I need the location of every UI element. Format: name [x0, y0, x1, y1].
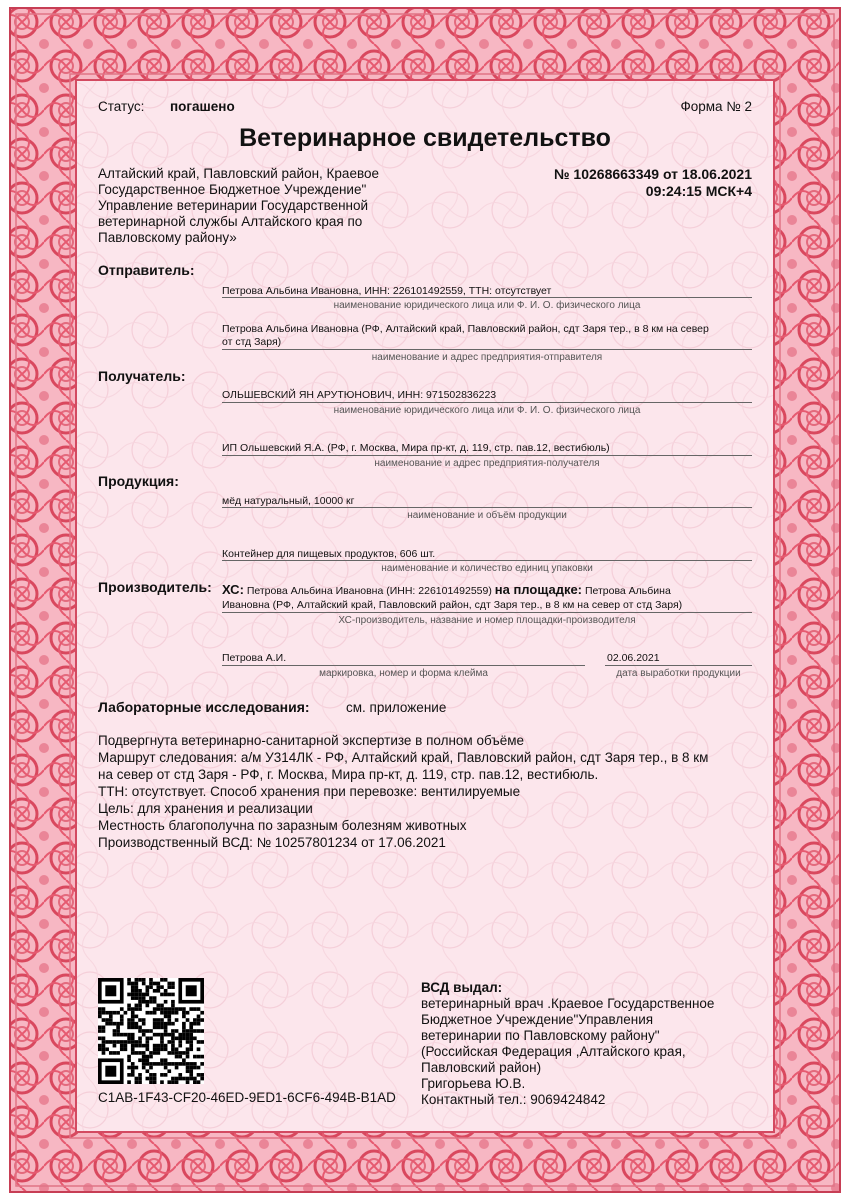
- issued-by-label: ВСД выдал:: [421, 980, 503, 995]
- product-package-caption: наименование и количество единиц упаковки: [381, 563, 593, 574]
- producer-caption: ХС-производитель, название и номер площадки-производителя: [338, 615, 636, 626]
- field-line: [222, 507, 752, 508]
- producer-site-label: на площадке:: [494, 582, 583, 597]
- producer-date-caption: дата выработки продукции: [616, 668, 741, 679]
- producer-marking-caption: маркировка, номер и форма клейма: [319, 668, 488, 679]
- issuer-line: Государственное Бюджетное Учреждение": [98, 182, 367, 197]
- issued-by-line: (Российская Федерация ,Алтайского края,: [421, 1044, 686, 1059]
- sender-address: [222, 323, 752, 349]
- recipient-address-caption: наименование и адрес предприятия-получателя: [374, 458, 600, 469]
- page-title: Ветеринарное свидетельство: [239, 124, 611, 152]
- form-number: Форма № 2: [680, 99, 752, 114]
- field-line: [222, 665, 585, 666]
- certificate-number: № 10268663349 от 18.06.2021: [553, 166, 752, 182]
- issuer-line: Павловскому району»: [98, 230, 237, 245]
- note-line: ТТН: отсутствует. Способ хранения при перевозке: вентилируемые: [98, 784, 521, 799]
- certificate-number-block: [554, 166, 752, 200]
- producer-label: Производитель:: [98, 579, 212, 595]
- product-package: Контейнер для пищевых продуктов, 606 шт.: [222, 548, 436, 560]
- issued-by-line: Павловский район): [421, 1060, 542, 1075]
- sender-address-line: от стд Заря): [222, 336, 282, 348]
- producer-marking: Петрова А.И.: [222, 652, 287, 664]
- note-line: Производственный ВСД: № 10257801234 от 17.06.2021: [98, 835, 446, 850]
- producer-info: [222, 583, 752, 598]
- certificate-time: 09:24:15 МСК+4: [645, 183, 752, 199]
- recipient-address: ИП Ольшевский Я.А. (РФ, г. Москва, Мира пр-кт, д. 119, стр. пав.12, вестибюль): [222, 442, 610, 454]
- lab-label: Лабораторные исследования:: [98, 699, 310, 715]
- note-line: Маршрут следования: а/м У314ЛК - РФ, Алтайский край, Павловский район, сдт Заря тер., в 8 км: [98, 750, 709, 765]
- issued-by-block: [421, 980, 751, 1108]
- lab-value: см. приложение: [346, 700, 447, 715]
- sender-address-caption: наименование и адрес предприятия-отправителя: [371, 352, 603, 363]
- sender-name-caption: наименование юридического лица или Ф. И. О. физического лица: [333, 300, 641, 311]
- issued-by-line: ветеринарный врач .Краевое Государственное: [421, 996, 715, 1011]
- product-name-caption: наименование и объём продукции: [407, 510, 567, 521]
- field-line: [222, 349, 752, 350]
- recipient-name: ОЛЬШЕВСКИЙ ЯН АРУТЮНОВИЧ, ИНН: 971502836223: [222, 389, 497, 401]
- issued-by-line: Бюджетное Учреждение"Управления: [421, 1012, 654, 1027]
- field-line: [605, 665, 752, 666]
- notes-block: [98, 732, 758, 851]
- producer-xs-label: ХС:: [222, 582, 244, 597]
- issued-by-line: ветеринарии по Павловскому району": [421, 1028, 660, 1043]
- field-line: [222, 297, 752, 298]
- field-line: [222, 612, 752, 613]
- field-line: [222, 455, 752, 456]
- producer-xs-value: Петрова Альбина Ивановна (ИНН: 226101492559): [246, 585, 492, 597]
- sender-address-line: Петрова Альбина Ивановна (РФ, Алтайский край, Павловский район, сдт Заря тер., в 8 км на север: [222, 323, 709, 335]
- status-label: Статус:: [98, 99, 145, 114]
- issued-by-line: Контактный тел.: 9069424842: [421, 1092, 606, 1107]
- note-line: Подвергнута ветеринарно-санитарной экспертизе в полном объёме: [98, 733, 524, 748]
- issuer-line: ветеринарной службы Алтайского края по: [98, 214, 363, 229]
- note-line: на север от стд Заря - РФ, г. Москва, Мира пр-кт, д. 119, стр. пав.12, вестибюль.: [98, 767, 599, 782]
- field-line: [222, 560, 752, 561]
- issuer-line: Алтайский край, Павловский район, Краевое: [98, 166, 379, 181]
- issued-by-line: Григорьева Ю.В.: [421, 1076, 526, 1091]
- producer-site-value: Петрова Альбина: [584, 585, 671, 597]
- sender-label: Отправитель:: [98, 262, 195, 278]
- note-line: Местность благополучна по заразным болезням животных: [98, 818, 467, 833]
- document-uuid: C1AB-1F43-CF20-46ED-9ED1-6CF6-494B-B1AD: [98, 1090, 396, 1105]
- issuer-block: [98, 166, 418, 246]
- field-line: [222, 402, 752, 403]
- note-line: Цель: для хранения и реализации: [98, 801, 313, 816]
- product-label: Продукция:: [98, 473, 179, 489]
- producer-site-value-line2: Ивановна (РФ, Алтайский край, Павловский район, сдт Заря тер., в 8 км на север от стд Заря): [222, 599, 683, 611]
- status-value: погашено: [170, 99, 235, 114]
- qr-code: [98, 978, 204, 1084]
- recipient-name-caption: наименование юридического лица или Ф. И. О. физического лица: [333, 405, 641, 416]
- recipient-label: Получатель:: [98, 368, 186, 384]
- issuer-line: Управление ветеринарии Государственной: [98, 198, 369, 213]
- producer-date: 02.06.2021: [607, 652, 660, 664]
- product-name: мёд натуральный, 10000 кг: [222, 495, 355, 507]
- sender-name: Петрова Альбина Ивановна, ИНН: 226101492559, ТТН: отсутствует: [222, 285, 552, 297]
